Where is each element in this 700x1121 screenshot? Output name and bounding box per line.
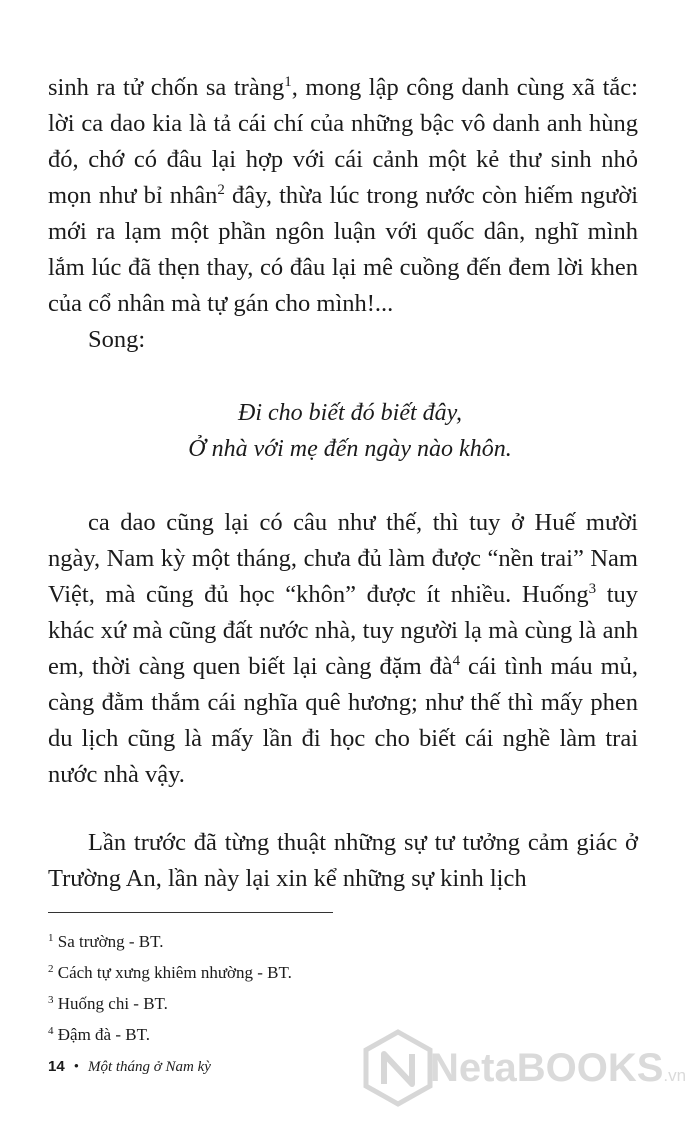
song-line: Song: <box>88 326 146 353</box>
paragraph-2 <box>48 505 638 793</box>
footnote-text: Đậm đà - BT. <box>53 1025 150 1044</box>
watermark <box>362 1028 692 1108</box>
para2-part1: ca dao cũng lại có câu như thế, thì tuy ở Huế mười ngày, Nam kỳ một tháng, chưa đủ làm được “nền trai” Nam Việt, mà cũng đủ học “khôn” được ít nhiều. Huống <box>48 509 638 608</box>
verse-line-1: Đi cho biết đó biết đây, <box>238 400 462 426</box>
para2-part3: cái tình máu mủ, càng đằm thắm cái nghĩa quê hương; như thế thì mấy phen du lịch cũng là mấy lần đi học cho biết cái nghề làm trai nước nhà vậy. <box>48 653 638 788</box>
footnote-ref-4[interactable]: 4 <box>452 653 461 669</box>
para1-part2: , mong lập công danh cùng xã tắc: lời ca dao kia là tả cái chí của những bậc vô danh anh hùng đó, chớ có đâu lại hợp với cái cảnh một kẻ thư sinh nhỏ mọn như bỉ nhân <box>48 74 638 209</box>
footnotes <box>48 926 292 1050</box>
footnote-text: Sa trường - BT. <box>53 932 164 951</box>
footnote-ref-1[interactable]: 1 <box>284 74 292 90</box>
body-text-top <box>48 70 638 358</box>
body-text-middle <box>48 505 638 793</box>
footnote-mark: 3 <box>48 994 54 1006</box>
page-number: 14 <box>48 1058 65 1075</box>
watermark-text <box>430 1046 686 1091</box>
footnote-2 <box>48 957 292 988</box>
footnote-3 <box>48 988 292 1019</box>
footnote-divider <box>48 912 333 913</box>
watermark-suffix: .vn <box>663 1066 687 1085</box>
footnote-1 <box>48 926 292 957</box>
page-footer <box>48 1058 211 1076</box>
para2-part2: tuy khác xứ mà cũng đất nước nhà, tuy người lạ mà cùng là anh em, thời càng quen biết lại càng đặm đà <box>48 581 638 680</box>
footnote-4 <box>48 1019 292 1050</box>
footnote-mark: 1 <box>48 932 54 944</box>
folk-verse <box>0 395 700 467</box>
body-text-bottom <box>48 825 638 897</box>
footnote-mark: 2 <box>48 963 54 975</box>
footnote-mark: 4 <box>48 1025 54 1037</box>
watermark-brand: NetaBOOKS <box>430 1046 664 1090</box>
verse-line-2: Ở nhà với mẹ đến ngày nào khôn. <box>188 436 512 462</box>
footnote-ref-2[interactable]: 2 <box>217 182 225 198</box>
para1-part1: sinh ra tử chốn sa tràng <box>48 74 285 101</box>
paragraph-3: Lần trước đã từng thuật những sự tư tưởng cảm giác ở Trường An, lần này lại xin kể những sự kinh lịch <box>48 829 638 892</box>
paragraph-1 <box>48 70 638 322</box>
running-title: Một tháng ở Nam kỳ <box>87 1059 211 1075</box>
neta-n-logo-icon <box>362 1028 434 1108</box>
footnote-ref-3[interactable]: 3 <box>588 581 597 597</box>
footnote-text: Huống chi - BT. <box>53 994 168 1013</box>
para1-part3: đây, thừa lúc trong nước còn hiếm người mới ra lạm một phần ngôn luận với quốc dân, nghĩ mình lắm lúc đã thẹn thay, có đâu lại mê cuồng đến đem lời khen của cổ nhân mà tự gán cho mình!... <box>48 182 638 317</box>
footnote-text: Cách tự xưng khiêm nhường - BT. <box>53 963 292 982</box>
bullet-separator: • <box>73 1059 79 1075</box>
